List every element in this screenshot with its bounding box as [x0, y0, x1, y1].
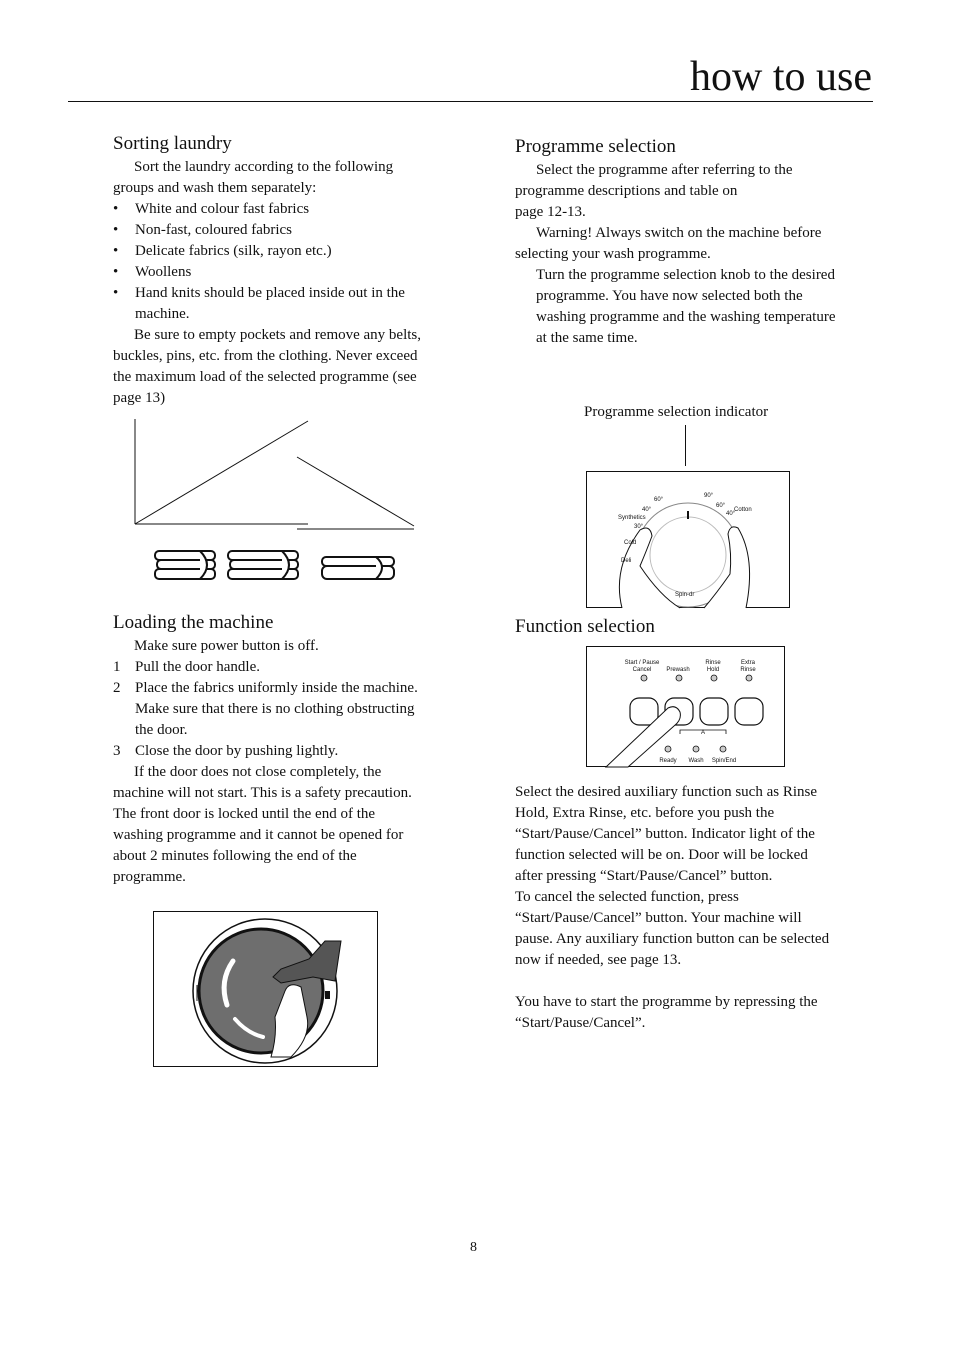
function-p3: You have to start the programme by repressing the “Start/Pause/Cancel”. — [515, 994, 818, 1031]
page-number: 8 — [470, 1240, 477, 1255]
panel-label: Cancel — [632, 667, 652, 673]
function-p1: Select the desired auxiliary function such as Rinse Hold, Extra Rinse, etc. before you push the “Start/Pause/Cancel” button. Indicator light of the function selected will be on. Door will be locked after pressing “Start/Pause/Cancel” button. — [515, 784, 817, 884]
programme-p1b: page 12-13. — [515, 204, 586, 220]
dial-label: 40° — [642, 507, 652, 513]
list-item: • Hand knits should be placed inside out in the machine. — [113, 285, 405, 322]
panel-label: Spin/End — [711, 758, 737, 764]
dial-label: Deli — [621, 558, 632, 564]
dial-label: 40° — [726, 511, 736, 517]
panel-button-icon — [735, 698, 763, 725]
list-item: • Non-fast, coloured fabrics — [113, 222, 293, 238]
loading-para2: If the door does not close completely, the machine will not start. This is a safety precaution. The front door is locked until the end of the washing programme and it cannot be opened for about 2 minutes following the end of the programme. — [113, 764, 412, 885]
panel-label: Extra — [740, 660, 756, 666]
sorting-text — [113, 157, 435, 409]
panel-label: Ready — [659, 758, 677, 764]
panel-label: Hold — [706, 667, 720, 673]
dial-label: Synthetics — [618, 515, 646, 521]
sorting-heading: Sorting laundry — [113, 133, 232, 154]
loading-text — [113, 636, 435, 888]
dial-label: Cold — [624, 540, 637, 546]
folded-laundry-icon — [155, 551, 394, 579]
panel-label: Prewash — [666, 667, 690, 673]
panel-label: Rinse — [740, 667, 756, 673]
programme-p2: Warning! Always switch on the machine before selecting your wash programme. — [515, 225, 822, 262]
indicator-light-icon — [676, 675, 682, 681]
page-title: how to use — [690, 54, 872, 100]
programme-p1: Select the programme after referring to the programme descriptions and table on — [515, 162, 793, 199]
list-item: • Woollens — [113, 264, 192, 280]
function-panel-illustration — [586, 646, 785, 767]
header-rule — [68, 101, 873, 102]
panel-label: Start / Pause — [624, 660, 660, 666]
programme-indicator-label: Programme selection indicator — [584, 404, 769, 420]
list-item: 1 Pull the door handle. — [113, 659, 260, 675]
programme-p3: Turn the programme selection knob to the desired programme. You have now selected both the washing programme and the washing temperature at the same time. — [536, 267, 836, 346]
dial-label: Spin-dr — [675, 592, 695, 598]
panel-button-icon — [700, 698, 728, 725]
dial-label: 90° — [704, 493, 714, 499]
programme-dial-illustration — [586, 471, 790, 608]
function-p2: To cancel the selected function, press “Start/Pause/Cancel” button. Your machine will pause. Any auxiliary function button can be selected now if needed, see page 13. — [515, 889, 830, 968]
dial-label: 30° — [634, 524, 644, 530]
dial-label: Cotton — [734, 507, 752, 513]
list-item: 2 Place the fabrics uniformly inside the machine. Make sure that there is no clothing obstructing the door. — [113, 680, 418, 738]
loading-intro: Make sure power button is off. — [134, 638, 319, 654]
door-illustration — [153, 911, 378, 1067]
dial-label: 60° — [654, 497, 664, 503]
indicator-light-icon — [641, 675, 647, 681]
panel-label: Rinse — [705, 660, 721, 666]
dial-label: 60° — [716, 503, 726, 509]
list-item: 3 Close the door by pushing lightly. — [113, 743, 339, 759]
list-item: • White and colour fast fabrics — [113, 201, 310, 217]
indicator-light-icon — [665, 746, 671, 752]
sorting-illustration — [130, 415, 430, 585]
programme-text — [515, 160, 840, 349]
lock-icon: A — [700, 730, 706, 736]
indicator-line — [685, 425, 686, 466]
function-heading: Function selection — [515, 616, 655, 637]
sorting-intro: Sort the laundry according to the following groups and wash them separately: — [113, 159, 394, 196]
panel-label: Wash — [688, 758, 704, 764]
indicator-light-icon — [711, 675, 717, 681]
indicator-light-icon — [746, 675, 752, 681]
list-item: • Delicate fabrics (silk, rayon etc.) — [113, 243, 332, 259]
programme-heading: Programme selection — [515, 136, 676, 157]
loading-heading: Loading the machine — [113, 612, 274, 633]
sorting-para2: Be sure to empty pockets and remove any belts, buckles, pins, etc. from the clothing. Never exceed the maximum load of the selected programme (see page 13) — [113, 327, 422, 406]
function-text — [515, 782, 835, 1034]
indicator-light-icon — [720, 746, 726, 752]
indicator-light-icon — [693, 746, 699, 752]
